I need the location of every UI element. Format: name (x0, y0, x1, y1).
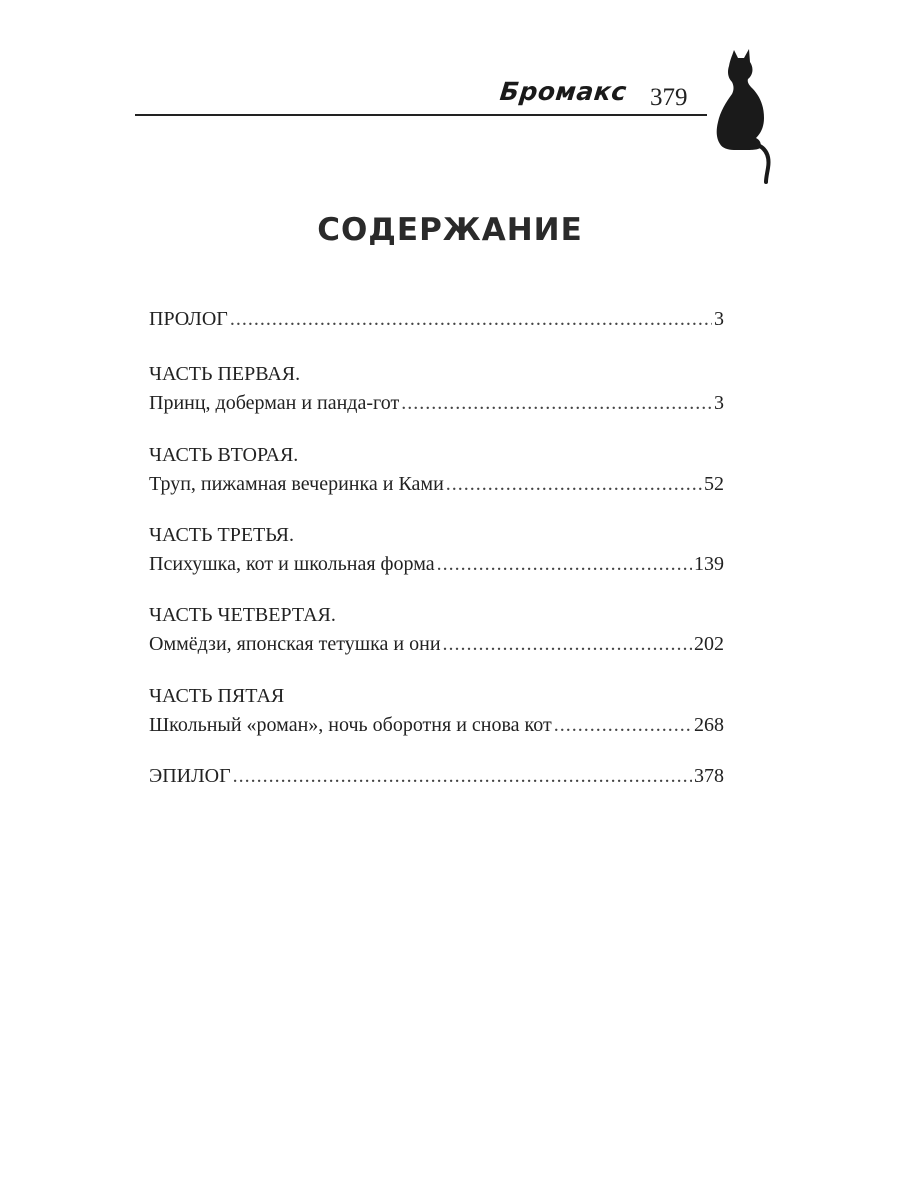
dot-leader (443, 630, 692, 659)
toc-page-number: 3 (714, 392, 724, 414)
page-number: 379 (650, 84, 688, 111)
toc-page-number: 52 (704, 473, 724, 495)
running-book-title: Бромакс (498, 77, 629, 106)
dot-leader (437, 550, 692, 579)
toc-page-number: 3 (714, 308, 724, 330)
toc-page-number: 268 (694, 714, 724, 736)
toc-entry-part-4[interactable] (149, 601, 724, 659)
cat-icon (700, 44, 780, 184)
toc-page-number: 378 (694, 765, 724, 787)
toc-entry-part-5[interactable] (149, 682, 724, 740)
dot-leader (230, 305, 712, 334)
part-heading: ЧАСТЬ ПЯТАЯ (149, 685, 285, 707)
toc-label: Оммёдзи, японская тетушка и они (149, 633, 441, 655)
toc-label: Школьный «роман», ночь оборотня и снова кот (149, 714, 552, 736)
part-heading: ЧАСТЬ ТРЕТЬЯ. (149, 524, 295, 546)
toc-label: Труп, пижамная вечеринка и Ками (149, 473, 444, 495)
dot-leader (446, 470, 702, 499)
part-heading: ЧАСТЬ ЧЕТВЕРТАЯ. (149, 604, 336, 626)
part-heading: ЧАСТЬ ПЕРВАЯ. (149, 363, 301, 385)
toc-entry-epilogue[interactable] (149, 762, 724, 791)
toc-label: Психушка, кот и школьная форма (149, 553, 435, 575)
toc-label: Принц, доберман и панда-гот (149, 392, 400, 414)
contents-heading: СОДЕРЖАНИЕ (317, 212, 583, 248)
dot-leader (401, 389, 712, 418)
header-rule (135, 114, 707, 116)
toc-label: ПРОЛОГ (149, 308, 228, 330)
dot-leader (233, 762, 692, 791)
page-header (0, 0, 900, 200)
part-heading: ЧАСТЬ ВТОРАЯ. (149, 444, 299, 466)
dot-leader (554, 711, 692, 740)
toc-entry-part-1[interactable] (149, 360, 724, 418)
toc-entry-part-3[interactable] (149, 521, 724, 579)
toc-page-number: 139 (694, 553, 724, 575)
toc-page-number: 202 (694, 633, 724, 655)
toc-label: ЭПИЛОГ (149, 765, 231, 787)
toc-entry-prologue[interactable] (149, 305, 724, 334)
toc-entry-part-2[interactable] (149, 441, 724, 499)
